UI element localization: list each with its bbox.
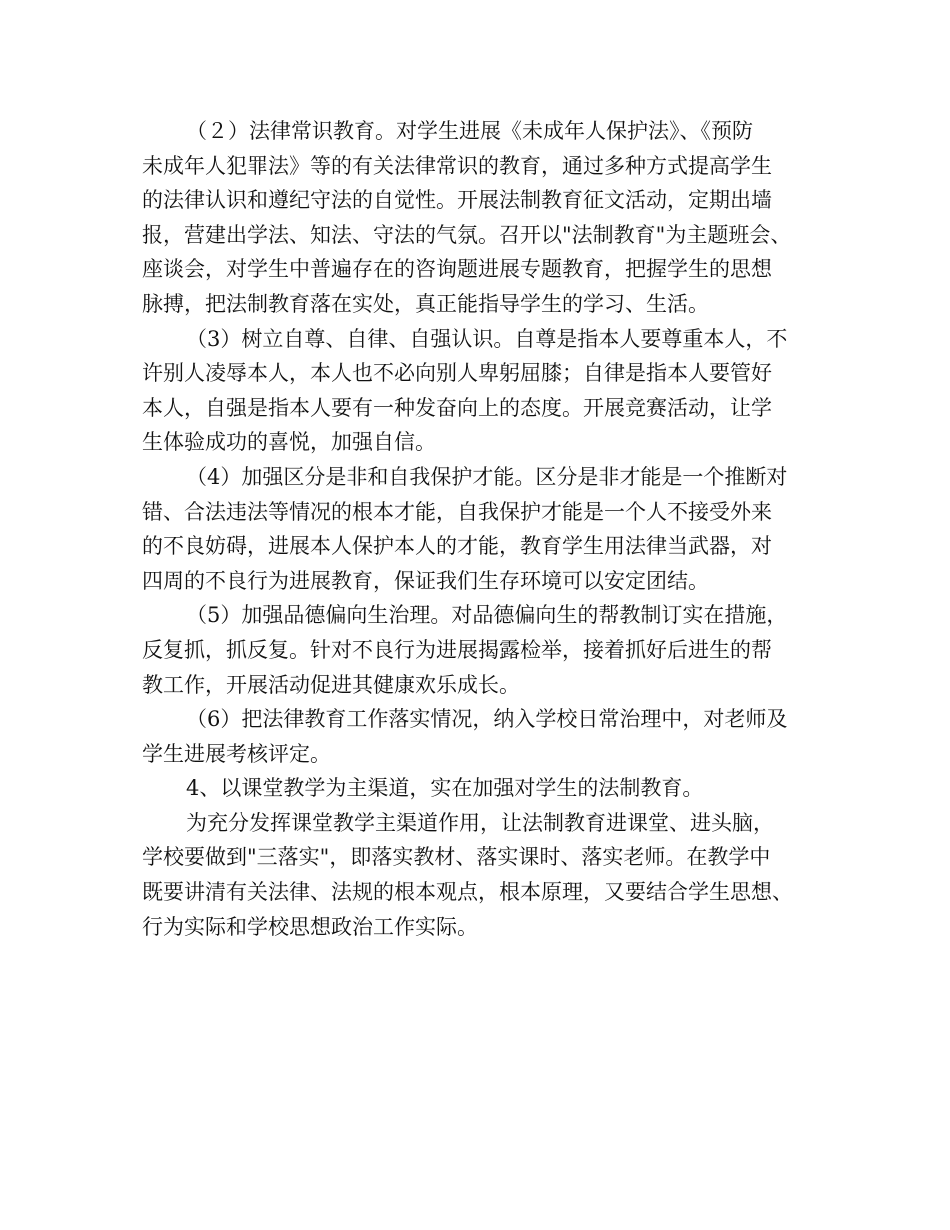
paragraph-4-line-4: 四周的不良行为进展教育，保证我们生存环境可以安定团结。: [142, 568, 709, 593]
paragraph-2-line-5: 座谈会，对学生中普遍存在的咨询题进展专题教育，把握学生的思想: [142, 257, 772, 282]
paragraph-6-line-2: 学生进展考核评定。: [142, 741, 331, 766]
paragraph-5-line-3: 教工作，开展活动促进其健康欢乐成长。: [142, 672, 520, 697]
document-body: [142, 114, 822, 944]
section-4-heading: 4、以课堂教学为主渠道，实在加强对学生的法制教育。: [186, 776, 704, 801]
paragraph-2-line-2: 未成年人犯罪法》等的有关法律常识的教育，通过多种方式提高学生: [142, 153, 772, 178]
paragraph-3-line-1: （3）树立自尊、自律、自强认识。自尊是指本人要尊重本人，不: [186, 326, 788, 351]
paragraph-6-line-1: （6）把法律教育工作落实情况，纳入学校日常治理中，对老师及: [186, 707, 788, 732]
paragraph-3-line-3: 本人，自强是指本人要有一种发奋向上的态度。开展竞赛活动，让学: [142, 395, 772, 420]
paragraph-2-line-1: （２）法律常识教育。对学生进展《未成年人保护法》、《预防: [186, 119, 753, 143]
paragraph-5-line-1: （5）加强品德偏向生治理。对品德偏向生的帮教制订实在措施，: [186, 603, 788, 628]
section-4-paragraph-line-3: 既要讲清有关法律、法规的根本观点，根本原理，又要结合学生思想、: [142, 880, 793, 905]
paragraph-3-line-2: 许别人凌辱本人，本人也不必向别人卑躬屈膝；自律是指本人要管好: [142, 361, 772, 386]
paragraph-2-line-4: 报，营建出学法、知法、守法的气氛。召开以"法制教育"为主题班会、: [142, 222, 792, 247]
paragraph-4-line-2: 错、合法违法等情况的根本才能，自我保护才能是一个人不接受外来: [142, 499, 772, 524]
paragraph-2-line-6: 脉搏，把法制教育落在实处，真正能指导学生的学习、生活。: [142, 291, 709, 316]
section-4-paragraph-line-4: 行为实际和学校思想政治工作实际。: [142, 914, 478, 939]
paragraph-3-line-4: 生体验成功的喜悦，加强自信。: [142, 430, 436, 455]
paragraph-2-line-3: 的法律认识和遵纪守法的自觉性。开展法制教育征文活动，定期出墙: [142, 188, 772, 213]
paragraph-4-line-3: 的不良妨碍，进展本人保护本人的才能，教育学生用法律当武器，对: [142, 534, 772, 559]
section-4-paragraph-line-1: 为充分发挥课堂教学主渠道作用，让法制教育进课堂、进头脑，: [186, 810, 774, 835]
section-4-paragraph-line-2: 学校要做到"三落实"，即落实教材、落实课时、落实老师。在教学中: [142, 845, 771, 870]
paragraph-5-line-2: 反复抓，抓反复。针对不良行为进展揭露检举，接着抓好后进生的帮: [142, 637, 772, 662]
paragraph-4-line-1: （4）加强区分是非和自我保护才能。区分是非才能是一个推断对: [186, 464, 788, 489]
